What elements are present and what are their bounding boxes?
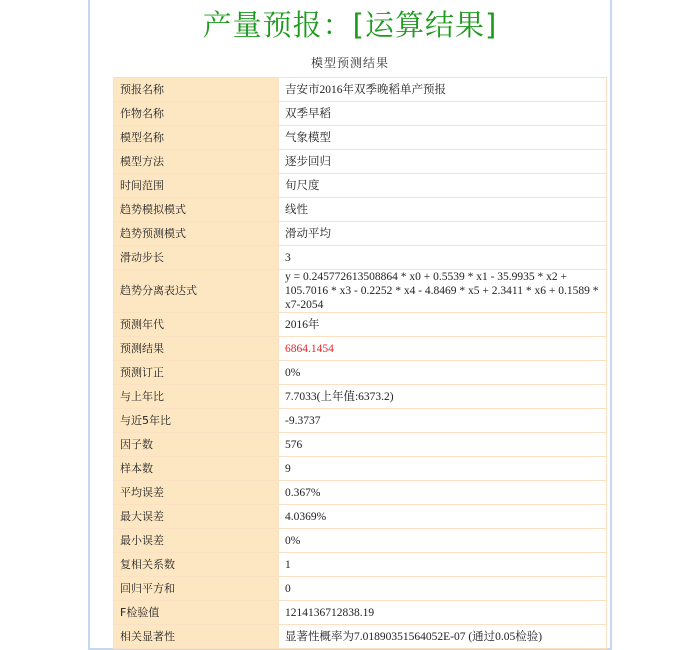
row-label: 预测订正 (114, 361, 279, 385)
row-label: 预测年代 (114, 313, 279, 337)
table-row-sample-count (114, 457, 607, 481)
row-value: 9 (279, 457, 607, 481)
table-caption: 模型预测结果 (310, 56, 389, 70)
row-label: 模型名称 (114, 126, 279, 150)
row-value: 显著性概率为7.01890351564052E-07 (通过0.05检验) (279, 625, 607, 649)
row-label: 平均误差 (114, 481, 279, 505)
result-table (113, 77, 607, 649)
row-label: 因子数 (114, 433, 279, 457)
table-row-trend-pred-mode (114, 222, 607, 246)
table-row-f-test (114, 601, 607, 625)
page-title: 产量预报：[运算结果] (202, 8, 498, 42)
row-label: 与近5年比 (114, 409, 279, 433)
row-value: 0% (279, 361, 607, 385)
table-row-time-range (114, 174, 607, 198)
row-label: 时间范围 (114, 174, 279, 198)
row-label: 相关显著性 (114, 625, 279, 649)
table-row-forecast-name (114, 78, 607, 102)
table-row-mean-error (114, 481, 607, 505)
table-row-model-name (114, 126, 607, 150)
row-value: 吉安市2016年双季晚稻单产预报 (279, 78, 607, 102)
table-row-significance (114, 625, 607, 649)
row-value: 滑动平均 (279, 222, 607, 246)
row-value: 2016年 (279, 313, 607, 337)
table-row-forecast-result (114, 337, 607, 361)
row-label: 趋势模拟模式 (114, 198, 279, 222)
result-panel (88, 0, 612, 650)
row-value: 0.367% (279, 481, 607, 505)
row-label: 模型方法 (114, 150, 279, 174)
row-label: 趋势预测模式 (114, 222, 279, 246)
table-row-min-error (114, 529, 607, 553)
table-row-sliding-step (114, 246, 607, 270)
row-value: 3 (279, 246, 607, 270)
row-label: 最大误差 (114, 505, 279, 529)
table-row-max-error (114, 505, 607, 529)
table-row-vs-5-years (114, 409, 607, 433)
row-label: 预报名称 (114, 78, 279, 102)
row-label: 作物名称 (114, 102, 279, 126)
row-value: y = 0.245772613508864 * x0 + 0.5539 * x1 - 35.9935 * x2 + 105.7016 * x3 - 0.2252 * x4 - 4.8469 * x5 + 2.3411 * x6 + 0.1589 * x7-2054 (279, 270, 607, 313)
table-row-trend-sim-mode (114, 198, 607, 222)
row-value: 线性 (279, 198, 607, 222)
row-value: 0 (279, 577, 607, 601)
table-row-vs-last-year (114, 385, 607, 409)
row-label: F检验值 (114, 601, 279, 625)
row-value: 0% (279, 529, 607, 553)
row-label: 最小误差 (114, 529, 279, 553)
row-value: 双季早稻 (279, 102, 607, 126)
table-row-trend-expression (114, 270, 607, 313)
row-label: 趋势分离表达式 (114, 270, 279, 313)
forecast-result-value: 6864.1454 (279, 337, 607, 361)
row-label: 复相关系数 (114, 553, 279, 577)
row-value: 旬尺度 (279, 174, 607, 198)
row-value: 7.7033(上年值:6373.2) (279, 385, 607, 409)
table-row-regression-ss (114, 577, 607, 601)
table-row-crop-name (114, 102, 607, 126)
table-row-multiple-correlation (114, 553, 607, 577)
table-row-factor-count (114, 433, 607, 457)
row-value: 1 (279, 553, 607, 577)
row-label: 与上年比 (114, 385, 279, 409)
row-label: 预测结果 (114, 337, 279, 361)
row-value: 4.0369% (279, 505, 607, 529)
row-value: 576 (279, 433, 607, 457)
row-label: 回归平方和 (114, 577, 279, 601)
row-label: 样本数 (114, 457, 279, 481)
row-value: 逐步回归 (279, 150, 607, 174)
row-value: -9.3737 (279, 409, 607, 433)
row-value: 1214136712838.19 (279, 601, 607, 625)
table-row-forecast-correction (114, 361, 607, 385)
table-row-forecast-year (114, 313, 607, 337)
row-value: 气象模型 (279, 126, 607, 150)
row-label: 滑动步长 (114, 246, 279, 270)
table-row-model-method (114, 150, 607, 174)
